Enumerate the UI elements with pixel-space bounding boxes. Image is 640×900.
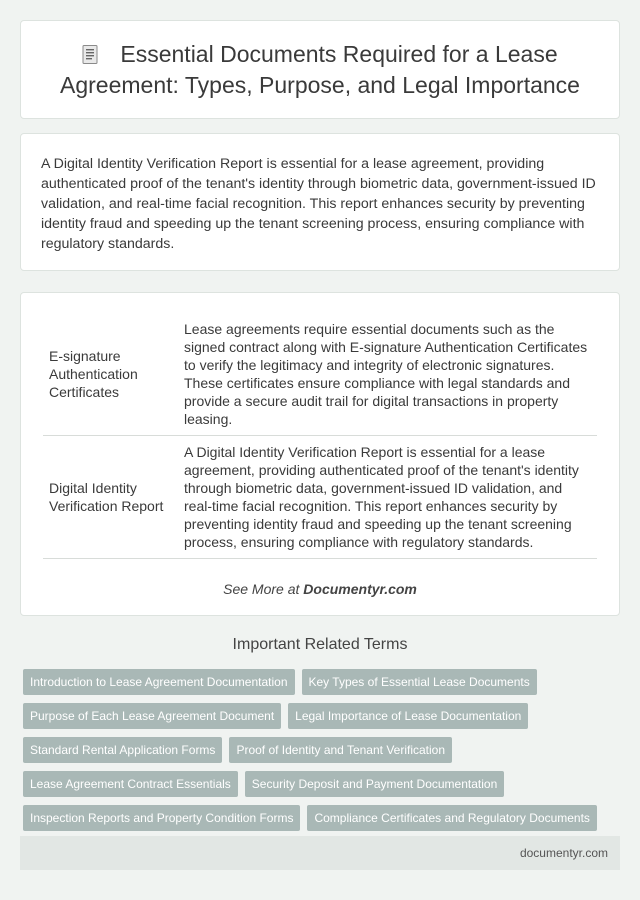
see-more-prefix: See More at bbox=[223, 581, 304, 597]
table-row bbox=[43, 313, 597, 436]
intro-paragraph: A Digital Identity Verification Report is essential for a lease agreement, providing authenticated proof of the tenant's identity through biometric data, government-issued ID validation, and real-time facial recognition. This report enhances security by preventing identity fraud and speeding up the tenant screening process, ensuring compliance with regulatory standards. bbox=[41, 156, 596, 252]
terms-table bbox=[43, 313, 597, 559]
table-row bbox=[43, 436, 597, 559]
footer-site-link[interactable]: documentyr.com bbox=[519, 846, 608, 860]
related-term-tag[interactable]: Lease Agreement Contract Essentials bbox=[23, 771, 238, 797]
footer bbox=[20, 836, 620, 870]
see-more-link[interactable]: Documentyr.com bbox=[303, 581, 417, 597]
page-title-text: Essential Documents Required for a Lease Agreement: Types, Purpose, and Legal Importance bbox=[60, 40, 580, 98]
related-term-tag[interactable]: Security Deposit and Payment Documentation bbox=[245, 771, 504, 797]
page-title bbox=[21, 39, 619, 101]
terms-card bbox=[20, 292, 620, 616]
related-term-tag[interactable]: Inspection Reports and Property Condition Forms bbox=[23, 805, 300, 831]
see-more-line bbox=[43, 581, 597, 597]
term-cell: E-signature Authentication Certificates bbox=[43, 313, 176, 436]
term-cell: Digital Identity Verification Report bbox=[43, 436, 176, 559]
intro-card bbox=[20, 133, 620, 271]
title-card bbox=[20, 20, 620, 119]
related-term-tag[interactable]: Introduction to Lease Agreement Documentation bbox=[23, 669, 295, 695]
related-term-tag[interactable]: Compliance Certificates and Regulatory Documents bbox=[307, 805, 596, 831]
description-cell: Lease agreements require essential documents such as the signed contract along with E-signature Authentication Certificates to verify the legitimacy and integrity of electronic signatures. These certificates ensure compliance with legal standards and provide a secure audit trail for digital transactions in property leasing. bbox=[176, 313, 597, 436]
related-term-tag[interactable]: Purpose of Each Lease Agreement Document bbox=[23, 703, 281, 729]
related-terms-heading: Important Related Terms bbox=[232, 636, 408, 653]
related-term-tag[interactable]: Standard Rental Application Forms bbox=[23, 737, 222, 763]
related-term-tag[interactable]: Key Types of Essential Lease Documents bbox=[302, 669, 537, 695]
related-term-tag[interactable]: Proof of Identity and Tenant Verification bbox=[229, 737, 452, 763]
description-cell: A Digital Identity Verification Report is essential for a lease agreement, providing authenticated proof of the tenant's identity through biometric data, government-issued ID validation, and real-time facial recognition. This report enhances security by preventing identity fraud and speeding up the tenant screening process, ensuring compliance with regulatory standards. bbox=[176, 436, 597, 559]
related-terms-list bbox=[23, 669, 623, 831]
document-icon bbox=[82, 45, 98, 64]
related-term-tag[interactable]: Legal Importance of Lease Documentation bbox=[288, 703, 528, 729]
